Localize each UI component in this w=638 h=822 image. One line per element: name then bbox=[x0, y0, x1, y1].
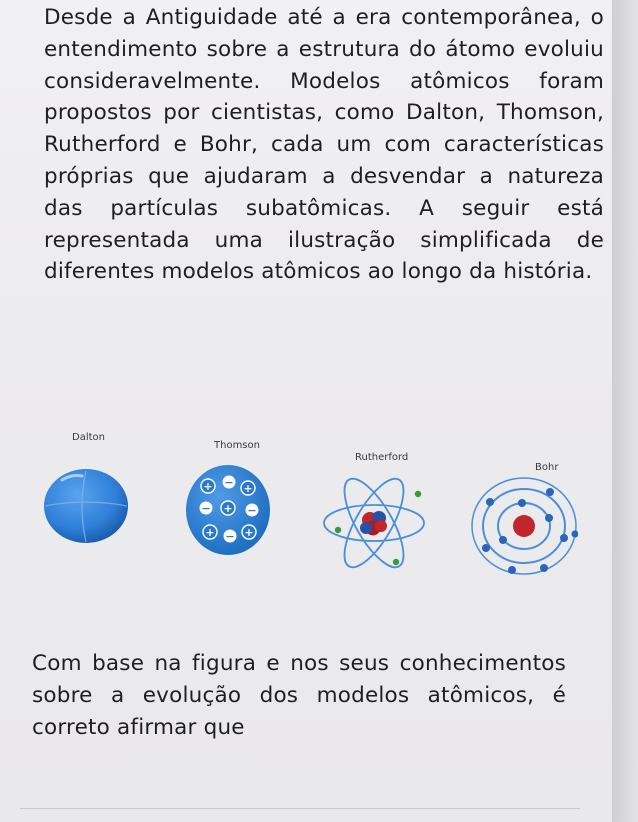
negative-charge-icon bbox=[200, 502, 213, 516]
svg-text:−: − bbox=[224, 476, 234, 489]
electron-icon bbox=[508, 566, 516, 574]
dalton-label: Dalton bbox=[72, 432, 105, 443]
electron-icon bbox=[545, 514, 553, 522]
electron-icon bbox=[499, 536, 507, 544]
svg-text:−: − bbox=[225, 530, 235, 543]
question-paragraph: Com base na figura e nos seus conhecimentos sobre a evolução dos modelos atômicos, é correto afirmar que bbox=[32, 651, 566, 740]
dalton-model bbox=[42, 466, 132, 546]
bohr-model bbox=[470, 474, 578, 580]
electron-icon bbox=[571, 530, 578, 537]
thomson-model bbox=[182, 462, 274, 558]
intro-paragraph: Desde a Antiguidade até a era contemporânea, o entendimento sobre a estrutura do átomo evoluiu consideravelmente. Modelos atômicos foram propostos por cientistas, como Dalton, Thomson, Rutherford e Bohr, cada um com características próprias que ajudaram a desvendar a natureza das partículas subatômicas. A seguir está representada uma ilustração simplificada de diferentes modelos atômicos ao longo da história. bbox=[44, 5, 604, 285]
bohr-label: Bohr bbox=[535, 462, 559, 473]
electron-icon bbox=[540, 564, 548, 572]
svg-text:−: − bbox=[201, 502, 211, 515]
rutherford-model bbox=[318, 468, 430, 578]
svg-text:−: − bbox=[247, 504, 257, 517]
electron-icon bbox=[393, 559, 399, 565]
positive-charge-icon bbox=[241, 481, 255, 495]
electron-icon bbox=[518, 499, 526, 507]
dalton-sphere bbox=[44, 469, 128, 543]
electron-icon bbox=[486, 498, 494, 506]
svg-text:+: + bbox=[223, 502, 233, 515]
electron-icon bbox=[546, 488, 554, 496]
positive-charge-icon bbox=[242, 525, 256, 539]
svg-text:+: + bbox=[205, 526, 215, 539]
rutherford-label: Rutherford bbox=[355, 452, 409, 463]
negative-charge-icon bbox=[224, 530, 237, 544]
positive-charge-icon bbox=[221, 501, 235, 515]
positive-charge-icon bbox=[203, 525, 217, 539]
bohr-nucleus bbox=[513, 515, 535, 537]
divider bbox=[20, 808, 580, 809]
rutherford-nucleus bbox=[360, 511, 387, 536]
electron-icon bbox=[482, 544, 490, 552]
svg-text:+: + bbox=[203, 480, 213, 493]
negative-charge-icon bbox=[223, 476, 236, 490]
thomson-label: Thomson bbox=[214, 440, 260, 451]
electron-icon bbox=[335, 527, 341, 533]
svg-text:+: + bbox=[244, 526, 254, 539]
positive-charge-icon bbox=[201, 479, 215, 493]
electron-icon bbox=[415, 491, 421, 497]
svg-text:+: + bbox=[243, 482, 253, 495]
electron-icon bbox=[560, 534, 568, 542]
page-edge bbox=[612, 0, 638, 822]
negative-charge-icon bbox=[246, 504, 259, 518]
